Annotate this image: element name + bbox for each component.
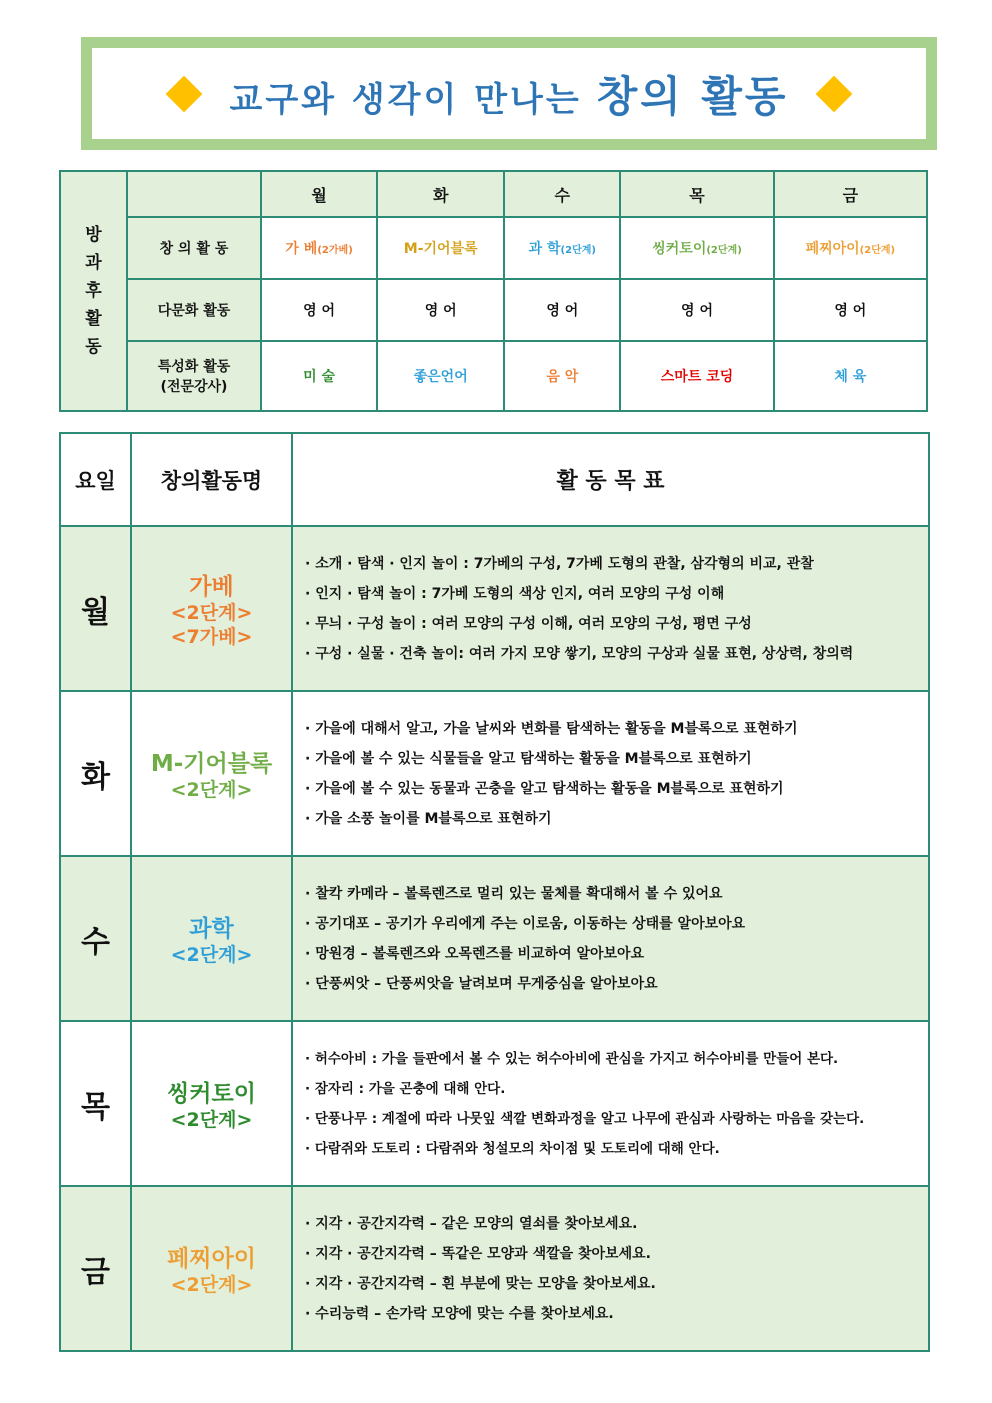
schedule-cell: 음 악 [504,341,620,411]
list-item: · 구성 · 실물 · 건축 놀이: 여러 가지 모양 쌓기, 모양의 구상과 실물 표현, 상상력, 창의력 [305,645,854,662]
list-item: · 망원경 – 볼록렌즈와 오목렌즈를 비교하여 알아보아요 [305,945,645,962]
title-emphasis: 창의 활동 [596,71,789,121]
goal-list [292,856,929,1021]
day-cell: 금 [60,1186,131,1351]
table-row [60,856,929,1021]
list-item: · 수리능력 – 손가락 모양에 맞는 수를 찾아보세요. [305,1305,614,1322]
list-item: · 다람쥐와 도토리 : 다람쥐와 청설모의 차이점 및 도토리에 대해 안다. [305,1140,720,1157]
day-header: 목 [620,171,773,217]
goal-list [292,691,929,856]
list-item: · 가을 소풍 놀이를 M블록으로 표현하기 [305,810,552,827]
table-row [60,1186,929,1351]
day-header: 월 [261,171,377,217]
schedule-cell: 과 학(2단계) [504,217,620,279]
goals-table [59,432,930,1352]
day-cell: 수 [60,856,131,1021]
header-day: 요일 [60,433,131,526]
table-row [60,1021,929,1186]
list-item: · 지각 · 공간지각력 – 흰 부분에 맞는 모양을 찾아보세요. [305,1275,656,1292]
page-title: 교구와 생각이 만나는 창의 활동 [229,71,789,121]
list-item: · 지각 · 공간지각력 – 같은 모양의 열쇠를 찾아보세요. [305,1215,638,1232]
header-name: 창의활동명 [131,433,292,526]
schedule-cell: 영 어 [620,279,773,341]
list-item: · 찰칵 카메라 – 볼록렌즈로 멀리 있는 물체를 확대해서 볼 수 있어요 [305,885,723,902]
schedule-cell: 씽커토이(2단계) [620,217,773,279]
list-item: · 허수아비 : 가을 들판에서 볼 수 있는 허수아비에 관심을 가지고 허수아비를 만들어 본다. [305,1050,839,1067]
day-cell: 월 [60,526,131,691]
diamond-icon-right [815,75,852,112]
schedule-cell: M-기어블록 [377,217,504,279]
goal-list [292,526,929,691]
list-item: · 가을에 볼 수 있는 식물들을 알고 탐색하는 활동을 M블록으로 표현하기 [305,750,752,767]
schedule-table [59,170,928,412]
title-banner [81,37,937,150]
list-item: · 소개 · 탐색 · 인지 놀이 : 7가베의 구성, 7가베 도형의 관찰, 삼각형의 비교, 관찰 [305,555,814,572]
list-item: · 단풍씨앗 – 단풍씨앗을 날려보며 무게중심을 알아보아요 [305,975,658,992]
list-item: · 무늬 · 구성 놀이 : 여러 모양의 구성 이해, 여러 모양의 구성, 평면 구성 [305,615,752,632]
activity-name: M-기어블록 <2단계> [131,691,292,856]
schedule-cell: 영 어 [504,279,620,341]
list-item: · 가을에 볼 수 있는 동물과 곤충을 알고 탐색하는 활동을 M블록으로 표현하기 [305,780,784,797]
schedule-cell: 좋은언어 [377,341,504,411]
day-cell: 목 [60,1021,131,1186]
schedule-cell: 페찌아이(2단계) [774,217,927,279]
goal-list [292,1021,929,1186]
side-label: 방 과 후 활 동 [60,171,127,411]
day-cell: 화 [60,691,131,856]
day-header: 수 [504,171,620,217]
row-label: 창 의 활 동 [127,217,261,279]
schedule-cell: 영 어 [377,279,504,341]
activity-name: 가베 <2단계> <7가베> [131,526,292,691]
row-label: 특성화 활동 (전문강사) [127,341,261,411]
list-item: · 가을에 대해서 알고, 가을 날씨와 변화를 탐색하는 활동을 M블록으로 표현하기 [305,720,798,737]
activity-name: 과학 <2단계> [131,856,292,1021]
list-item: · 단풍나무 : 계절에 따라 나뭇잎 색깔 변화과정을 알고 나무에 관심과 사랑하는 마음을 갖는다. [305,1110,865,1127]
diagonal-corner-cell [127,171,261,217]
schedule-cell: 스마트 코딩 [620,341,773,411]
list-item: · 지각 · 공간지각력 – 똑같은 모양과 색깔을 찾아보세요. [305,1245,651,1262]
schedule-cell: 미 술 [261,341,377,411]
table-row [60,526,929,691]
activity-name: 씽커토이 <2단계> [131,1021,292,1186]
schedule-cell: 영 어 [261,279,377,341]
activity-name: 페찌아이 <2단계> [131,1186,292,1351]
day-header: 금 [774,171,927,217]
schedule-cell: 영 어 [774,279,927,341]
goal-list [292,1186,929,1351]
table-row [60,691,929,856]
list-item: · 공기대포 – 공기가 우리에게 주는 이로움, 이동하는 상태를 알아보아요 [305,915,746,932]
schedule-cell: 가 베(2가베) [261,217,377,279]
diamond-icon-left [166,75,203,112]
row-label: 다문화 활동 [127,279,261,341]
schedule-cell: 체 육 [774,341,927,411]
day-header: 화 [377,171,504,217]
list-item: · 인지 · 탐색 놀이 : 7가베 도형의 색상 인지, 여러 모양의 구성 이해 [305,585,725,602]
header-goal: 활 동 목 표 [292,433,929,526]
list-item: · 잠자리 : 가을 곤충에 대해 안다. [305,1080,506,1097]
